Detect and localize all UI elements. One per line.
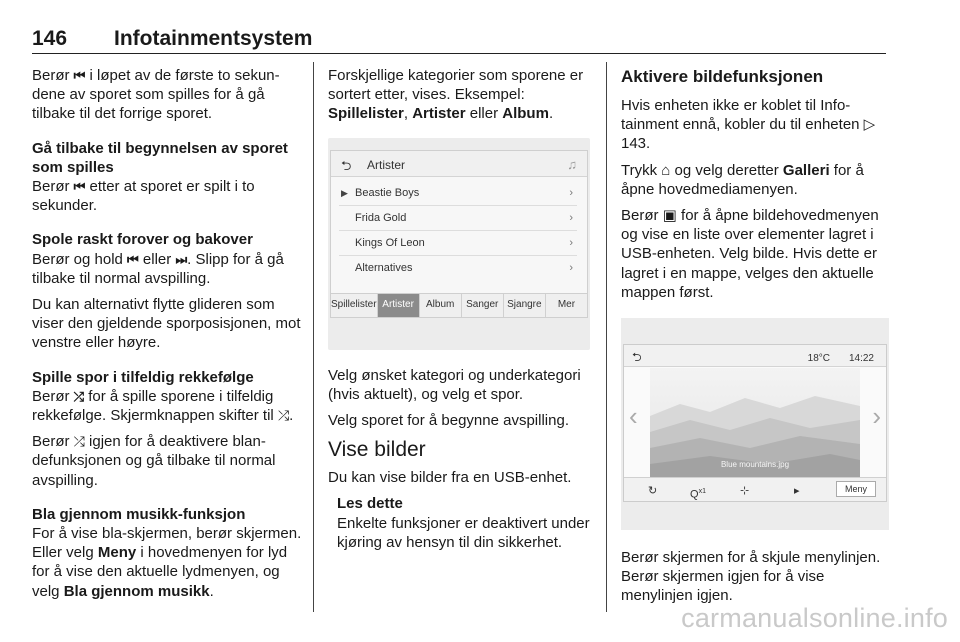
- paragraph: Du kan vise bilder fra en USB-enhet.: [328, 469, 572, 487]
- paragraph: Berør ▣ for å åpne bildehovedmenyen og vise en liste over elementer lagret i USB-enheten. Velg bilde. Hvis dette er lagret i en mappe, velges den aktuelle mappen først.: [621, 207, 879, 301]
- paragraph: Berør ⏮ etter at sporet er spilt i to sekunder.: [32, 178, 255, 215]
- rotate-icon[interactable]: ↻: [648, 485, 658, 498]
- screen-title-bar: [624, 345, 886, 367]
- section-heading: Vise bilder: [328, 438, 426, 462]
- note-box: [328, 494, 590, 552]
- paragraph: Berør ⏮ i løpet av de første to sekundene av sporet som spilles for å gå tilbake til det forrige sporet.: [32, 67, 280, 123]
- note-heading: Les dette: [337, 495, 403, 513]
- page-title: Infotainmentsystem: [114, 27, 313, 50]
- paragraph: Trykk ⌂ og velg deretter Galleri for å åpne hovedmediamenyen.: [621, 161, 864, 198]
- tab-more[interactable]: Mer: [557, 298, 576, 310]
- menu-button[interactable]: Meny: [836, 481, 876, 497]
- shuffle-icon: ⤮: [277, 407, 290, 424]
- artists-screenshot: [328, 138, 590, 350]
- category-tabs: [331, 293, 587, 317]
- list-item[interactable]: Frida Gold ›: [339, 206, 577, 231]
- image-viewer-screen: [623, 344, 887, 502]
- tab-artists[interactable]: Artister: [378, 294, 420, 317]
- temperature-readout: 18°C: [807, 353, 830, 365]
- watermark: carmanualsonline.info: [681, 603, 948, 633]
- column-2: [328, 66, 590, 558]
- screen-title: Artister: [367, 157, 406, 172]
- subheading: Spille spor i tilfeldig rekkefølge: [32, 368, 254, 386]
- image-caption: Blue mountains.jpg: [720, 459, 790, 469]
- subheading: Aktivere bildefunksjonen: [621, 67, 824, 86]
- paragraph: Berør ⤮ for å spille sporene i tilfeldig rekkefølge. Skjermknappen skifter til ⤮.: [32, 387, 294, 425]
- chevron-right-icon: ›: [569, 236, 573, 249]
- paragraph: Berør og hold ⏮ eller ⏭. Slipp for å gå tilbake til normal avspilling.: [32, 250, 284, 287]
- page-number: 146: [32, 27, 68, 50]
- screen-title-bar: [331, 151, 587, 177]
- shuffle-icon: ⤮: [73, 388, 85, 404]
- chevron-right-icon: ›: [569, 261, 573, 274]
- paragraph: Berør skjermen for å skjule menylinjen. Berør skjermen igjen for å vise menylinjen igjen.: [621, 549, 881, 605]
- back-icon[interactable]: ⮌: [341, 157, 352, 173]
- paragraph: For å vise bla-skjermen, berør skjermen. Eller velg Meny i hovedmenyen for lyd for å vise den aktuelle lydmenyen, og velg Bla gjennom musikk.: [32, 525, 302, 600]
- image-viewer-screenshot: [621, 318, 889, 530]
- shuffle-icon: ⤮: [73, 433, 85, 450]
- subheading: Bla gjennom musikk-funksjon: [32, 505, 246, 523]
- paragraph: Velg ønsket kategori og underkategori (hvis aktuelt), og velg et spor.: [328, 366, 581, 403]
- list-item[interactable]: Kings Of Leon ›: [339, 231, 577, 256]
- paragraph: Hvis enheten ikke er koblet til Infotainment ennå, kobler du til enheten ▷ 143.: [621, 97, 876, 153]
- paragraph: Du kan alternativt flytte glideren som viser den gjeldende sporposisjonen, mot venstre eller høyre.: [32, 296, 301, 352]
- column-1: [32, 66, 304, 608]
- music-note-icon: ♫: [567, 156, 577, 172]
- previous-track-icon: ⏮: [127, 251, 139, 267]
- photo-display[interactable]: [650, 368, 860, 478]
- zoom-icon[interactable]: $Q^{x1}$: [690, 488, 706, 501]
- tab-album[interactable]: Album: [420, 294, 462, 317]
- previous-track-icon: ⏮: [73, 68, 86, 83]
- subheading: Spole raskt forover og bakover: [32, 231, 253, 249]
- previous-track-icon: ⏮: [73, 179, 86, 195]
- artists-screen: [330, 150, 588, 318]
- list-item[interactable]: ▶ Beastie Boys ›: [339, 181, 577, 206]
- tab-songs[interactable]: Sanger: [462, 294, 504, 317]
- chevron-right-icon: ›: [569, 186, 573, 199]
- home-icon: ⌂: [661, 161, 671, 179]
- page-reference: ▷ 143: [621, 116, 876, 153]
- tab-genres[interactable]: Sjangre: [504, 294, 546, 317]
- previous-image-icon[interactable]: ‹: [629, 401, 638, 432]
- next-image-icon[interactable]: ›: [872, 401, 881, 432]
- play-icon[interactable]: ▸: [794, 485, 800, 498]
- image-toolbar: [624, 477, 886, 501]
- column-divider: [606, 62, 607, 612]
- image-icon: ▣: [662, 207, 677, 225]
- subheading: Gå tilbake til begynnelsen av sporet som spilles: [32, 139, 288, 176]
- note-body: Enkelte funksjoner er deaktivert under kjøring av hensyn til din sikkerhet.: [337, 514, 590, 551]
- play-icon: ▶: [341, 187, 348, 198]
- column-3: [621, 66, 893, 613]
- list-item[interactable]: Alternatives ›: [339, 256, 577, 281]
- column-divider: [313, 62, 314, 612]
- paragraph: Berør ⤮ igjen for å deaktivere blandefunksjonen og gå tilbake til normal avspilling.: [32, 433, 276, 489]
- paragraph: Velg sporet for å begynne avspilling.: [328, 412, 569, 430]
- clock-readout: 14:22: [848, 353, 874, 365]
- chevron-right-icon: ›: [569, 211, 573, 224]
- back-icon[interactable]: ⮌: [632, 350, 642, 365]
- paragraph: Spillelister, Artister eller Album.: [328, 105, 554, 123]
- tab-playlists[interactable]: Spillelister: [331, 294, 378, 317]
- page-header: [32, 26, 886, 54]
- next-track-icon: ⏭: [175, 251, 188, 267]
- artist-list: [339, 181, 577, 281]
- paragraph: Forskjellige kategorier som sporene er sortert etter, vises. Eksempel:: [328, 67, 584, 104]
- slideshow-settings-icon[interactable]: ⊹: [740, 485, 750, 498]
